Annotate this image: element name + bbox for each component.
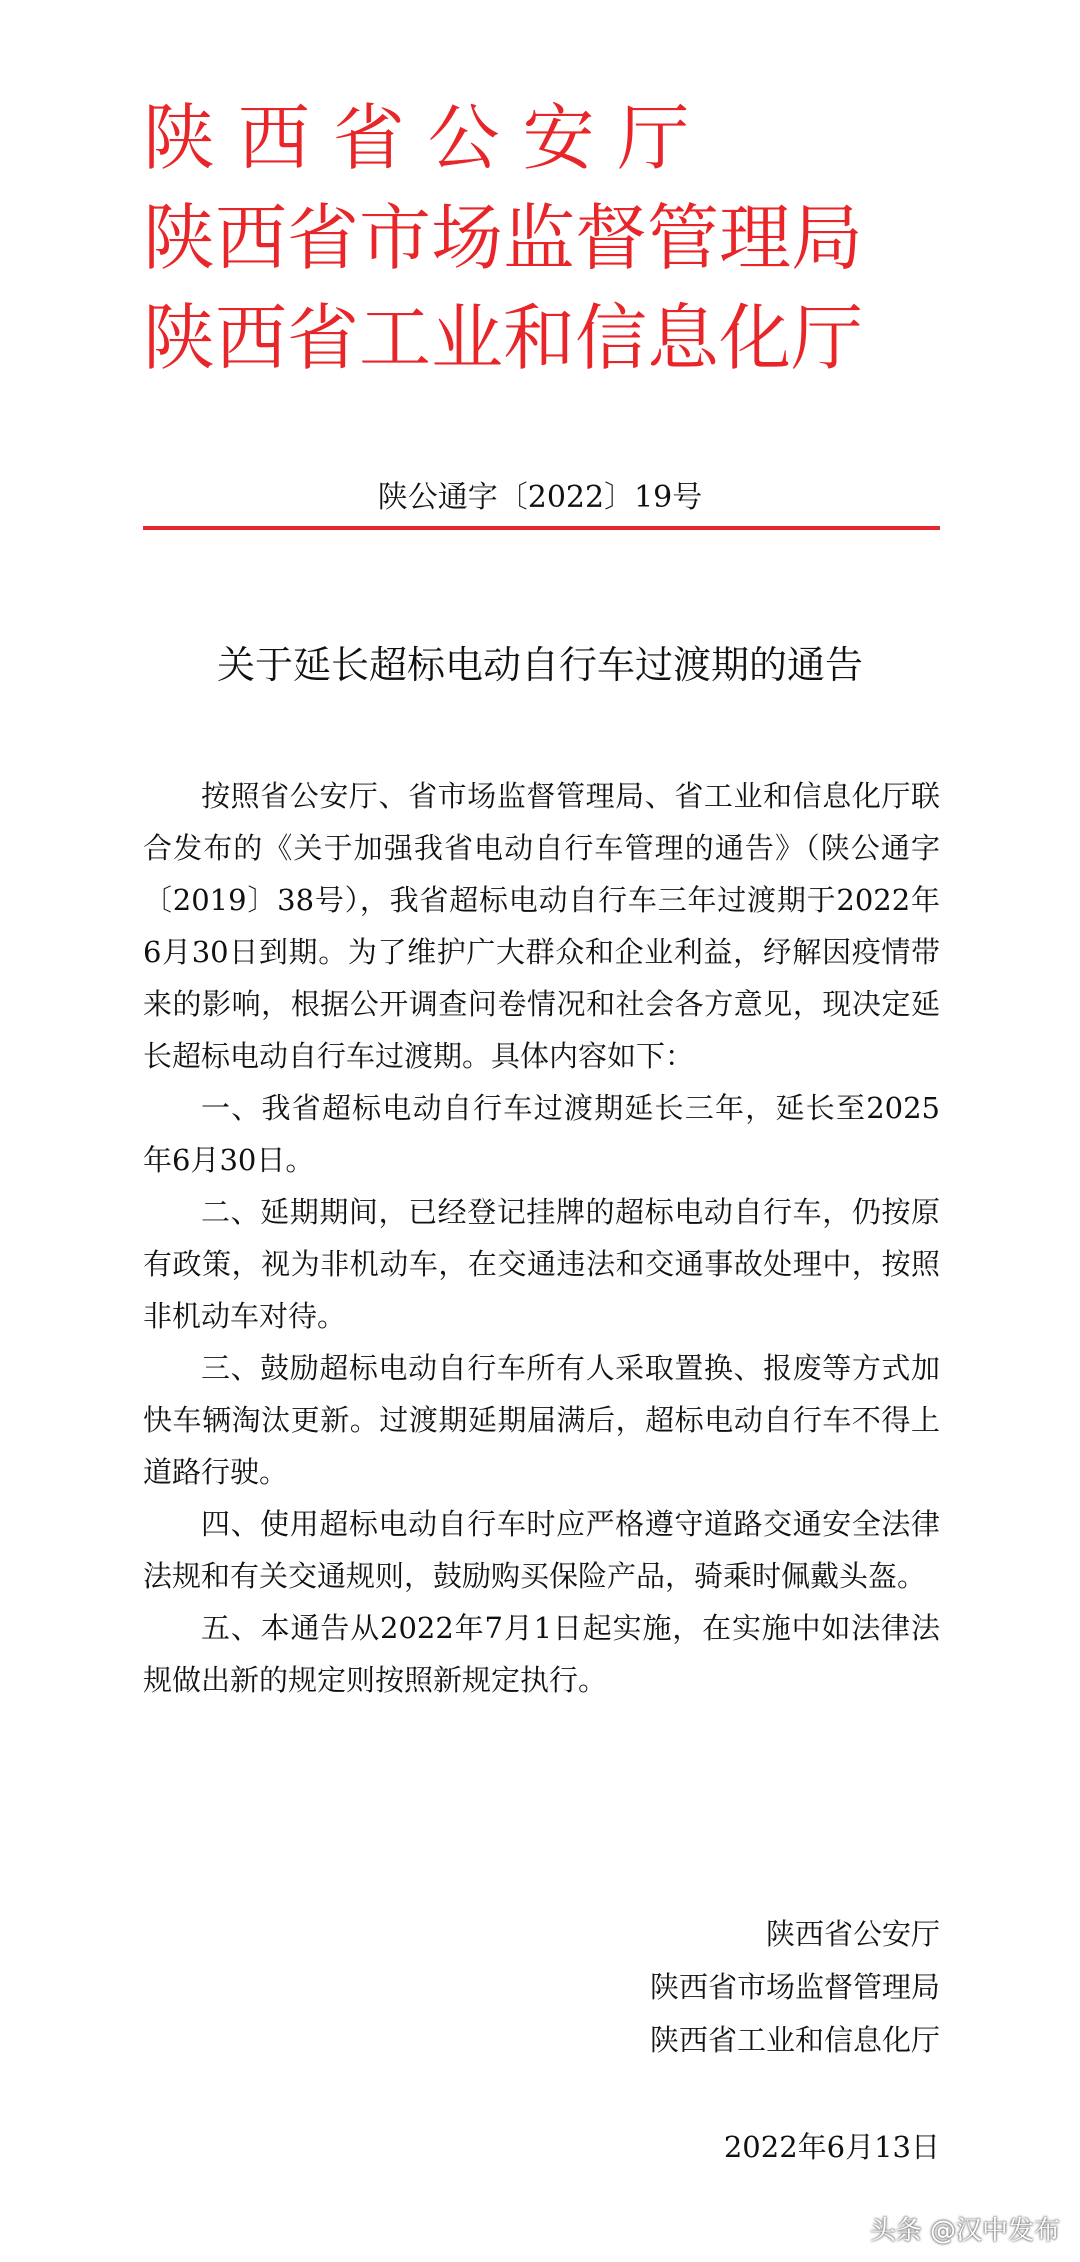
header-text-market-supervision: 陕西省市场监督管理局 [143, 196, 864, 280]
item-2-paragraph: 二、延期期间，已经登记挂牌的超标电动自行车，仍按原有政策，视为非机动车，在交通违法和交通事故处理中，按照非机动车对待。 [143, 1195, 940, 1333]
item-3-paragraph: 三、鼓励超标电动自行车所有人采取置换、报废等方式加快车辆淘汰更新。过渡期延期届满后，超标电动自行车不得上道路行驶。 [143, 1351, 940, 1489]
signature-market-supervision: 陕西省市场监督管理局 [649, 1970, 940, 2004]
document-number: 陕公通字〔2022〕19号 [377, 480, 703, 515]
notice-body [143, 770, 940, 1706]
item-1-paragraph: 一、我省超标电动自行车过渡期延长三年，延长至2025年6月30日。 [143, 1091, 940, 1177]
watermark-text: 头条 @汉中发布 [869, 2216, 1060, 2246]
item-5-paragraph: 五、本通告从2022年7月1日起实施，在实施中如法律法规做出新的规定则按照新规定执行。 [143, 1611, 940, 1697]
signatures-block [650, 1908, 940, 2067]
intro-paragraph: 按照省公安厅、省市场监督管理局、省工业和信息化厅联合发布的《关于加强我省电动自行车管理的通告》（陕公通字〔2019〕38号），我省超标电动自行车三年过渡期于2022年6月30日到期。为了维护广大群众和企业利益，纾解因疫情带来的影响，根据公开调查问卷情况和社会各方意见，现决定延长超标电动自行车过渡期。具体内容如下： [143, 779, 940, 1073]
header-text-industry-it: 陕西省工业和信息化厅 [143, 296, 864, 380]
notice-title: 关于延长超标电动自行车过渡期的通告 [216, 643, 863, 687]
signature-industry-it: 陕西省工业和信息化厅 [649, 2023, 940, 2057]
header-line-market-supervision [143, 188, 940, 288]
issuing-authorities-header [143, 88, 940, 388]
header-line-industry-it [143, 288, 940, 388]
signature-public-security: 陕西省公安厅 [765, 1917, 940, 1951]
header-text-public-security: 陕 西 省 公 安 厅 [143, 96, 690, 180]
item-4-paragraph: 四、使用超标电动自行车时应严格遵守道路交通安全法律法规和有关交通规则，鼓励购买保险产品，骑乘时佩戴头盔。 [143, 1507, 940, 1593]
issue-date: 2022年6月13日 [723, 2130, 940, 2164]
red-divider [143, 526, 940, 530]
header-line-public-security [143, 88, 940, 188]
